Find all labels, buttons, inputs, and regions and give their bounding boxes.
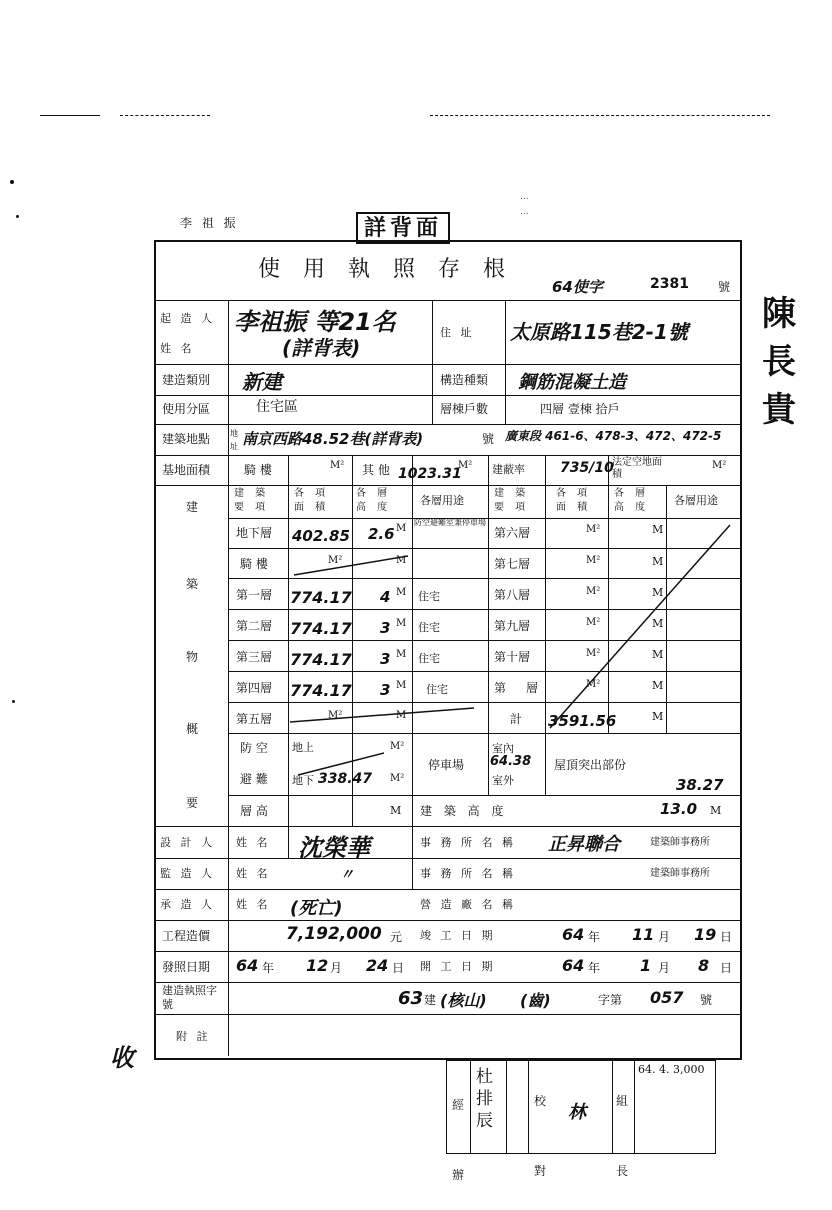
serial-number: 2381	[650, 276, 689, 292]
supervisor-name: 〃	[340, 867, 354, 883]
permit-no-label: 建造執照字號	[162, 984, 217, 1011]
f4-use: 住宅	[426, 683, 448, 696]
start-day: 8	[698, 956, 710, 975]
start-year: 64	[562, 956, 585, 975]
proofread-label: 校對	[534, 1094, 547, 1178]
permit-prefix: 63	[398, 988, 424, 1009]
completed-year: 64	[562, 925, 585, 944]
floors-value: 四層 壹棟 拾戶	[540, 402, 620, 416]
print-info: 64. 4. 3,000	[638, 1063, 705, 1076]
shelter-label: 防 空	[240, 741, 268, 755]
grid-line	[506, 1060, 507, 1154]
site-label: 建築地點	[162, 432, 211, 446]
yuan-label: 元	[390, 930, 403, 944]
total-label: 計	[510, 712, 523, 726]
site-prefix: 址	[230, 442, 238, 451]
unit-m2: M²	[586, 555, 601, 566]
f4-height: 3	[380, 681, 391, 699]
build-type-label: 建造類別	[162, 373, 211, 387]
handler-signature: 杜排辰	[476, 1067, 493, 1131]
cancel-stroke	[294, 556, 408, 575]
storey-height-label: 層 高	[240, 804, 268, 818]
f4-area: 774.17	[290, 681, 352, 700]
col-height-header: 各 層 高 度	[356, 488, 392, 513]
scan-dot	[16, 215, 19, 218]
month-label: 月	[658, 961, 671, 975]
supervisor-label: 監 造 人	[160, 867, 215, 880]
year-label: 年	[588, 930, 601, 944]
shelter-label: 避 難	[240, 772, 268, 786]
serial-prefix: 64使字	[552, 278, 603, 296]
building-label: 概	[186, 722, 199, 736]
cost-value: 7,192,000	[286, 924, 382, 944]
coverage-value: 735/10	[560, 460, 614, 476]
builder-paren: (詳背表)	[282, 336, 361, 360]
floors-label: 層棟戶數	[440, 402, 489, 416]
unit-m: M	[652, 523, 664, 536]
serial-suffix: 號	[718, 280, 731, 294]
parking-label: 停車場	[428, 758, 465, 772]
col-height-header: 各 層 高 度	[614, 488, 650, 513]
architect-office-label: 建築師事務所	[650, 868, 710, 879]
proofread-signature: 林	[568, 1102, 586, 1123]
unit-m: M	[396, 618, 407, 629]
handler-label: 經辦	[452, 1098, 465, 1182]
day-label: 日	[720, 930, 733, 944]
unit-m: M	[652, 710, 664, 723]
unit-m2: M²	[330, 460, 345, 471]
row-f10-label: 第十層	[494, 650, 531, 664]
row-fn-label: 第	[494, 681, 507, 695]
unit-m: M	[652, 617, 664, 630]
day-label: 日	[392, 961, 405, 975]
row-fn-label: 層	[526, 681, 539, 695]
unit-m: M	[652, 555, 664, 568]
applicant-top-label: 李 祖 振	[180, 216, 239, 230]
col-use-header: 各層用途	[674, 494, 718, 507]
form-title: 使 用 執 照 存 根	[258, 257, 513, 282]
row-f1-label: 第一層	[236, 588, 273, 602]
unit-m: M	[652, 679, 664, 692]
basement-use: 防空避難室兼停車場	[414, 518, 486, 527]
zone-value: 住宅區	[256, 399, 298, 415]
cancel-stroke	[550, 525, 730, 728]
row-f7-label: 第七層	[494, 557, 531, 571]
permit-paren1: (核山)	[440, 991, 487, 1010]
year-label: 年	[262, 961, 275, 975]
completed-day: 19	[694, 925, 717, 944]
f2-area: 774.17	[290, 619, 352, 638]
permit-number: 057	[650, 988, 684, 1007]
f1-area: 774.17	[290, 588, 352, 607]
building-label: 築	[186, 577, 199, 591]
structure-value: 鋼筋混凝土造	[518, 372, 626, 393]
col-area-header: 各 項 面 積	[556, 488, 592, 513]
roof-value: 38.27	[676, 776, 724, 794]
month-label: 月	[658, 930, 671, 944]
contractor-label: 承 造 人	[160, 898, 215, 911]
f1-height: 4	[380, 588, 391, 606]
basement-area: 402.85	[292, 527, 350, 545]
cancel-stroke	[290, 708, 474, 722]
issue-month: 12	[306, 956, 329, 975]
faint-stamp-text: ...	[520, 192, 529, 202]
builder-label: 起 造 人	[160, 312, 215, 325]
builder-name: 李祖振 等21名	[234, 308, 396, 336]
address-value: 太原路115巷2-1號	[510, 320, 688, 344]
grid-line	[634, 1060, 635, 1154]
site-number-label: 號	[482, 432, 495, 446]
col-area-header: 各 項 面 積	[294, 488, 330, 513]
col-use-header: 各層用途	[420, 494, 464, 507]
f2-use: 住宅	[418, 621, 440, 634]
site-prefix: 地	[230, 429, 238, 438]
build-char: 建	[424, 993, 437, 1007]
building-height-value: 13.0	[660, 800, 698, 818]
row-f5-label: 第五層	[236, 712, 273, 726]
unit-m: M	[396, 523, 407, 534]
year-label: 年	[588, 961, 601, 975]
unit-m: M	[396, 680, 407, 691]
row-f4-label: 第四層	[236, 681, 273, 695]
unit-m2: M²	[328, 710, 343, 721]
unit-m2: M²	[390, 741, 405, 752]
arcade-label: 騎 樓	[244, 463, 272, 477]
building-height-label: 建 築 高 度	[420, 804, 508, 818]
designer-label: 設 計 人	[160, 836, 215, 849]
col-items-header: 建 築 要 項	[234, 488, 270, 513]
outdoor-label: 室外	[492, 774, 514, 787]
zone-label: 使用分區	[162, 402, 211, 416]
unit-m: M	[652, 648, 664, 661]
grid-line	[470, 1060, 471, 1154]
parking-indoor-value: 64.38	[490, 754, 532, 769]
person-name-label: 姓 名	[236, 898, 271, 911]
f3-height: 3	[380, 650, 391, 668]
col-items-header: 建 築 要 項	[494, 488, 530, 513]
building-label: 物	[186, 650, 199, 664]
unit-m: M	[396, 710, 407, 721]
row-f9-label: 第九層	[494, 619, 531, 633]
legal-area-label: 法定空地面積	[612, 457, 662, 480]
name-label: 姓 名	[160, 342, 195, 355]
coverage-label: 建蔽率	[492, 463, 525, 476]
chief-label: 組長	[616, 1094, 629, 1178]
unit-m2: M²	[328, 555, 343, 566]
month-label: 月	[330, 961, 343, 975]
grid-line	[528, 1060, 529, 1154]
office-name-label: 事 務 所 名 稱	[420, 867, 516, 880]
note-label: 附 註	[176, 1030, 211, 1043]
land-area-label: 基地面積	[162, 463, 211, 477]
unit-m2: M²	[712, 460, 727, 471]
unit-m2: M²	[390, 773, 405, 784]
firm-name-label: 營 造 廠 名 稱	[420, 898, 516, 911]
grid-line	[612, 1060, 613, 1154]
issue-date-label: 發照日期	[162, 960, 211, 974]
person-name-label: 姓 名	[236, 867, 271, 880]
row-f2-label: 第二層	[236, 619, 273, 633]
basement-height: 2.6	[368, 525, 395, 543]
scan-dot	[12, 700, 15, 703]
building-label: 要	[186, 796, 199, 810]
f1-use: 住宅	[418, 590, 440, 603]
unit-m2: M²	[586, 617, 601, 628]
unit-m2: M²	[586, 679, 601, 690]
site-value: 南京西路48.52巷(詳背表)	[242, 430, 424, 448]
unit-m2: M²	[586, 648, 601, 659]
detail-back-stamp: 詳背面	[356, 212, 450, 244]
designer-office: 正昇聯合	[548, 834, 620, 855]
start-date-label: 開 工 日 期	[420, 960, 496, 973]
site-numbers: 廣東段 461-6、478-3、472、472-5	[505, 429, 722, 443]
right-margin-stamp: 陳長貴	[762, 294, 796, 430]
hao-label: 號	[700, 993, 713, 1007]
land-area-value: 1023.31	[398, 466, 462, 482]
unit-m: M	[396, 587, 407, 598]
above-label: 地上	[292, 741, 314, 754]
margin-mark: 收	[110, 1044, 134, 1072]
architect-office-label: 建築師事務所	[650, 837, 710, 848]
shelter-below-value: 338.47	[318, 771, 373, 787]
building-label: 建	[186, 500, 199, 514]
designer-name: 沈榮華	[298, 834, 370, 862]
scan-dot	[10, 180, 14, 184]
office-name-label: 事 務 所 名 稱	[420, 836, 516, 849]
faint-stamp-text: ...	[520, 207, 529, 217]
row-arcade-label: 騎 樓	[240, 557, 268, 571]
cost-label: 工程造價	[162, 929, 211, 943]
f2-height: 3	[380, 619, 391, 637]
indoor-label: 室內	[492, 742, 514, 755]
row-basement-label: 地下層	[236, 526, 273, 540]
below-label: 地下	[292, 774, 314, 787]
f3-area: 774.17	[290, 650, 352, 669]
issue-day: 24	[366, 956, 389, 975]
person-name-label: 姓 名	[236, 836, 271, 849]
row-f3-label: 第三層	[236, 650, 273, 664]
unit-m2: M²	[586, 586, 601, 597]
unit-m: M	[396, 649, 407, 660]
address-label: 住 址	[440, 326, 475, 339]
zi-di-label: 字第	[598, 993, 623, 1007]
day-label: 日	[720, 961, 733, 975]
roof-label: 屋頂突出部份	[554, 758, 627, 772]
f3-use: 住宅	[418, 652, 440, 665]
contractor-name: (死亡)	[290, 898, 343, 919]
build-type-value: 新建	[242, 370, 282, 394]
row-f8-label: 第八層	[494, 588, 531, 602]
unit-m2: M²	[586, 524, 601, 535]
issue-year: 64	[236, 956, 259, 975]
total-value: 3591.56	[548, 712, 617, 730]
row-f6-label: 第六層	[494, 526, 531, 540]
unit-m: M	[396, 555, 407, 566]
other-label: 其 他	[362, 463, 390, 477]
unit-m: M	[710, 804, 722, 817]
permit-paren2: (齒)	[520, 991, 551, 1010]
completed-label: 竣 工 日 期	[420, 929, 496, 942]
structure-label: 構造種類	[440, 373, 489, 387]
start-month: 1	[640, 956, 652, 975]
unit-m: M	[652, 586, 664, 599]
unit-m2: M²	[458, 460, 473, 471]
unit-m: M	[390, 804, 402, 817]
completed-month: 11	[632, 925, 655, 944]
